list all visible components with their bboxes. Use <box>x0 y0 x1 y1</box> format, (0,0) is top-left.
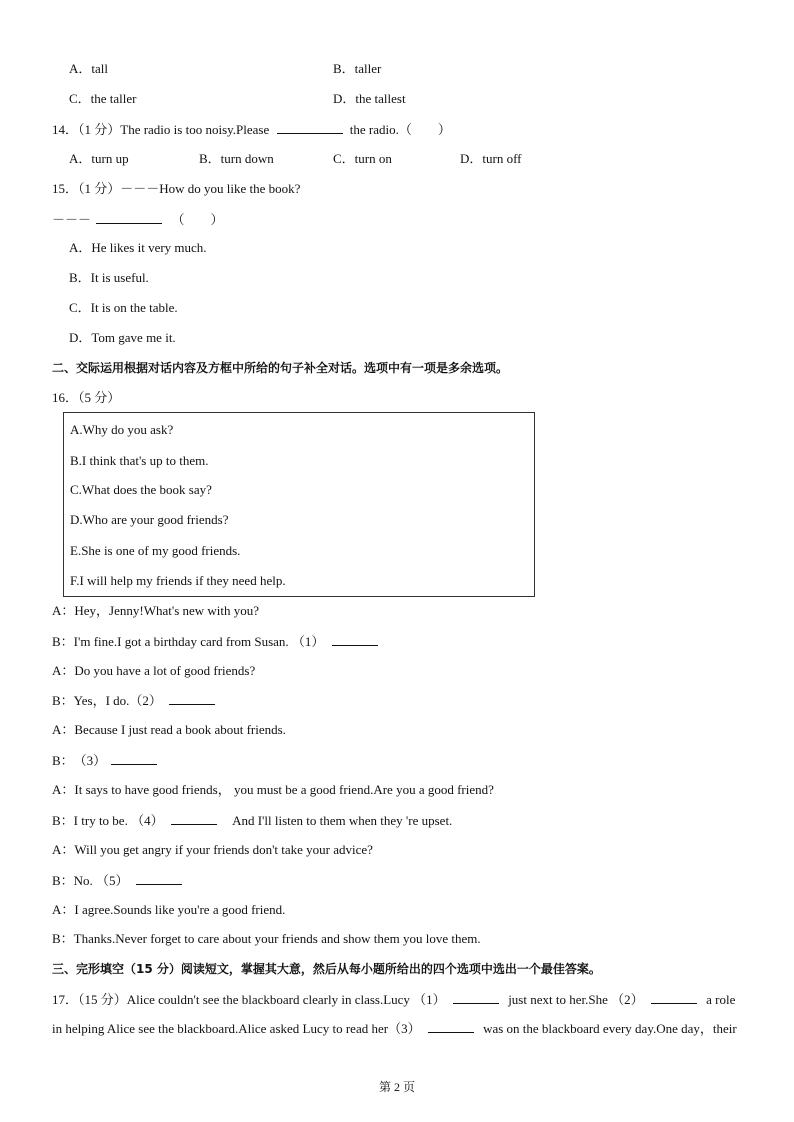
dialogue-line: A：I agree.Sounds like you're a good friend. <box>52 902 286 917</box>
dialogue-line: A：Because I just read a book about friends. <box>52 722 286 737</box>
answer-blank <box>277 121 343 134</box>
option-b: B．turn down <box>199 151 274 166</box>
option-d: D．turn off <box>460 151 522 166</box>
question-14-prefix: 14．（1 分）The radio is too noisy.Please <box>52 122 270 137</box>
answer-blank <box>169 692 215 705</box>
question-14 <box>52 121 451 138</box>
passage-text: was on the blackboard every day.One day，their <box>483 1021 737 1036</box>
box-option-b: B.I think that's up to them. <box>70 453 209 468</box>
dialogue-line <box>52 752 157 769</box>
option-a: A．tall <box>69 61 108 76</box>
dialogue-text: B：No. （5） <box>52 873 129 888</box>
question-15-paren: （ ） <box>171 212 224 227</box>
section-heading: 三、完形填空（15 分）阅读短文，掌握其大意，然后从每小题所给出的四个选项中选出一个最佳答案。 <box>52 962 601 976</box>
page-number: 第 2 页 <box>378 1080 415 1094</box>
option-d: D．Tom gave me it. <box>69 330 176 345</box>
passage-text: 17．（15 分）Alice couldn't see the blackboard clearly in class.Lucy （1） <box>52 992 446 1007</box>
box-option-e: E.She is one of my good friends. <box>70 543 241 558</box>
dialogue-line <box>52 633 378 650</box>
answer-blank <box>651 991 697 1004</box>
question-14-suffix: the radio.（ ） <box>349 122 451 137</box>
box-option-c: C.What does the book say? <box>70 482 212 497</box>
section-heading: 二、交际运用根据对话内容及方框中所给的句子补全对话。选项中有一项是多余选项。 <box>52 361 509 375</box>
dialogue-line <box>52 872 182 889</box>
dialogue-line: A：Do you have a lot of good friends? <box>52 663 256 678</box>
answer-blank <box>96 211 162 224</box>
passage-text: just next to her.She （2） <box>508 992 644 1007</box>
option-b: B．It is useful. <box>69 270 149 285</box>
option-c: C．turn on <box>333 151 392 166</box>
option-a: A．turn up <box>69 151 129 166</box>
question-15: 15．（1 分）－－－How do you like the book? <box>52 181 301 196</box>
dialogue-text: B：I try to be. （4） <box>52 813 164 828</box>
passage-text: a role <box>706 992 736 1007</box>
answer-blank <box>111 752 157 765</box>
dialogue-line: A：Will you get angry if your friends don't take your advice? <box>52 842 373 857</box>
passage-text: in helping Alice see the blackboard.Alice asked Lucy to read her（3） <box>52 1021 421 1036</box>
answer-blank <box>136 872 182 885</box>
answer-blank <box>428 1020 474 1033</box>
options-box <box>63 412 535 597</box>
option-b: B．taller <box>333 61 382 76</box>
option-c: C．It is on the table. <box>69 300 178 315</box>
option-d: D．the tallest <box>333 91 406 106</box>
question-16: 16．（5 分） <box>52 390 121 405</box>
box-option-a: A.Why do you ask? <box>70 422 174 437</box>
question-15-dash: －－－ <box>52 212 92 227</box>
answer-blank <box>171 812 217 825</box>
question-15-response <box>52 211 224 228</box>
dialogue-line <box>52 812 452 829</box>
dialogue-line: A：It says to have good friends， you must be a good friend.Are you a good friend? <box>52 782 494 797</box>
dialogue-line: A：Hey，Jenny!What's new with you? <box>52 603 260 618</box>
option-c: C．the taller <box>69 91 137 106</box>
dialogue-text: B： （3） <box>52 753 107 768</box>
dialogue-line <box>52 692 215 709</box>
dialogue-text: And I'll listen to them when they 're upset. <box>232 813 453 828</box>
answer-blank <box>453 991 499 1004</box>
answer-blank <box>332 633 378 646</box>
dialogue-text: B：I'm fine.I got a birthday card from Susan. （1） <box>52 634 325 649</box>
box-option-f: F.I will help my friends if they need help. <box>70 573 286 588</box>
option-a: A．He likes it very much. <box>69 240 207 255</box>
question-17-line <box>52 1020 737 1037</box>
question-17-line <box>52 991 735 1008</box>
dialogue-line: B：Thanks.Never forget to care about your friends and show them you love them. <box>52 931 481 946</box>
dialogue-text: B：Yes，I do.（2） <box>52 693 162 708</box>
box-option-d: D.Who are your good friends? <box>70 512 229 527</box>
